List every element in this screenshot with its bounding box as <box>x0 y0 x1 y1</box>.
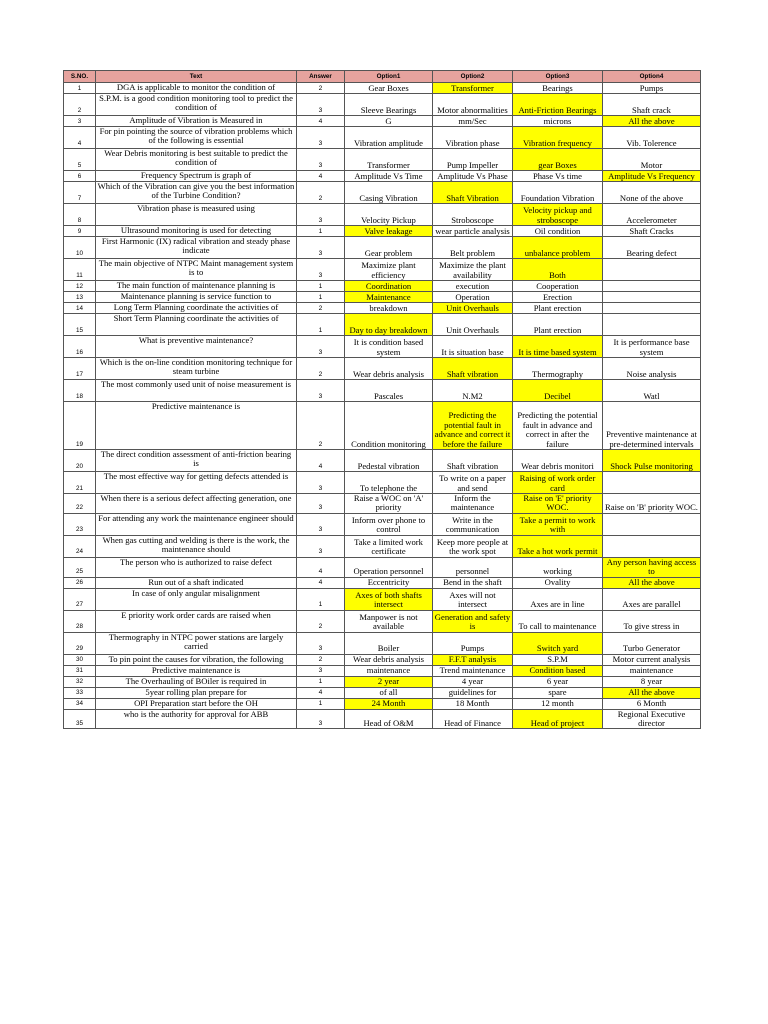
option4-cell: Any person having access to <box>603 557 701 577</box>
option4-cell <box>603 259 701 281</box>
question-text-cell: Which of the Vibration can give you the best information of the Turbine Condition? <box>96 182 297 204</box>
option2-cell: To write on a paper and send <box>433 472 513 494</box>
option4-cell: 6 Month <box>603 698 701 709</box>
option1-cell: Day to day breakdown <box>345 314 433 336</box>
option2-cell: Pumps <box>433 632 513 654</box>
question-text-cell: For pin pointing the source of vibration problems which of the following is essential <box>96 127 297 149</box>
answer-cell: 2 <box>297 83 345 94</box>
sno-cell: 17 <box>64 358 96 380</box>
sno-cell: 11 <box>64 259 96 281</box>
option1-cell: Transformer <box>345 149 433 171</box>
option2-cell: 18 Month <box>433 698 513 709</box>
option3-cell: Vibration frequency <box>513 127 603 149</box>
header-option3: Option3 <box>513 71 603 83</box>
option3-cell: Foundation Vibration <box>513 182 603 204</box>
option2-cell: Write in the communication <box>433 513 513 535</box>
question-text-cell: Predictive maintenance is <box>96 665 297 676</box>
answer-cell: 3 <box>297 709 345 729</box>
option2-cell: Axes will not intersect <box>433 588 513 610</box>
option1-cell: Boiler <box>345 632 433 654</box>
question-text-cell: S.P.M. is a good condition monitoring tool to predict the condition of <box>96 94 297 116</box>
option1-cell: Axes of both shafts intersect <box>345 588 433 610</box>
header-option1: Option1 <box>345 71 433 83</box>
option4-cell <box>603 281 701 292</box>
option3-cell: 12 month <box>513 698 603 709</box>
answer-cell: 2 <box>297 303 345 314</box>
sno-cell: 21 <box>64 472 96 494</box>
sno-cell: 13 <box>64 292 96 303</box>
question-table <box>63 70 701 729</box>
option2-cell: Vibration phase <box>433 127 513 149</box>
question-text-cell: The direct condition assessment of anti-friction bearing is <box>96 450 297 472</box>
option2-cell: personnel <box>433 557 513 577</box>
answer-cell: 3 <box>297 149 345 171</box>
option3-cell: Axes are in line <box>513 588 603 610</box>
option1-cell: Pascales <box>345 380 433 402</box>
table-row <box>64 237 701 259</box>
option4-cell: To give stress in <box>603 610 701 632</box>
option1-cell: Wear debris analysis <box>345 358 433 380</box>
answer-cell: 1 <box>297 281 345 292</box>
sno-cell: 23 <box>64 513 96 535</box>
option2-cell: Transformer <box>433 83 513 94</box>
option4-cell: Pumps <box>603 83 701 94</box>
option1-cell: Eccentricity <box>345 577 433 588</box>
option2-cell: Shaft Vibration <box>433 182 513 204</box>
option2-cell: Predicting the potential fault in advance and correct it before the failure <box>433 402 513 450</box>
sno-cell: 34 <box>64 698 96 709</box>
option2-cell: 4 year <box>433 676 513 687</box>
question-text-cell: Long Term Planning coordinate the activities of <box>96 303 297 314</box>
option1-cell: Velocity Pickup <box>345 204 433 226</box>
option2-cell: Stroboscope <box>433 204 513 226</box>
option3-cell: Plant erection <box>513 314 603 336</box>
sno-cell: 27 <box>64 588 96 610</box>
answer-cell: 3 <box>297 94 345 116</box>
option1-cell: It is condition based system <box>345 336 433 358</box>
table-row <box>64 127 701 149</box>
answer-cell: 1 <box>297 226 345 237</box>
option1-cell: Wear debris analysis <box>345 654 433 665</box>
question-text-cell: When there is a serious defect affecting generation, one <box>96 494 297 514</box>
option1-cell: Manpower is not available <box>345 610 433 632</box>
table-row <box>64 709 701 729</box>
answer-cell: 3 <box>297 259 345 281</box>
option4-cell: Raise on 'B' priority WOC. <box>603 494 701 514</box>
header-option4: Option4 <box>603 71 701 83</box>
option3-cell: Decibel <box>513 380 603 402</box>
question-text-cell: Run out of a shaft indicated <box>96 577 297 588</box>
table-row <box>64 588 701 610</box>
answer-cell: 3 <box>297 535 345 557</box>
table-row <box>64 226 701 237</box>
option2-cell: Pump Impeller <box>433 149 513 171</box>
sno-cell: 15 <box>64 314 96 336</box>
option4-cell: Bearing defect <box>603 237 701 259</box>
option1-cell: breakdown <box>345 303 433 314</box>
option3-cell: To call to maintenance <box>513 610 603 632</box>
option3-cell: Erection <box>513 292 603 303</box>
option4-cell <box>603 303 701 314</box>
option1-cell: of all <box>345 687 433 698</box>
question-text-cell: Amplitude of Vibration is Measured in <box>96 116 297 127</box>
option2-cell: Generation and safety is <box>433 610 513 632</box>
option1-cell: Coordination <box>345 281 433 292</box>
table-row <box>64 358 701 380</box>
answer-cell: 3 <box>297 204 345 226</box>
table-row <box>64 450 701 472</box>
sno-cell: 3 <box>64 116 96 127</box>
option1-cell: Condition monitoring <box>345 402 433 450</box>
question-text-cell: who is the authority for approval for ABB <box>96 709 297 729</box>
sno-cell: 19 <box>64 402 96 450</box>
table-row <box>64 513 701 535</box>
option1-cell: maintenance <box>345 665 433 676</box>
question-text-cell: The most effective way for getting defects attended is <box>96 472 297 494</box>
answer-cell: 3 <box>297 336 345 358</box>
sno-cell: 16 <box>64 336 96 358</box>
answer-cell: 2 <box>297 358 345 380</box>
answer-cell: 4 <box>297 171 345 182</box>
option4-cell: Turbo Generator <box>603 632 701 654</box>
sno-cell: 30 <box>64 654 96 665</box>
sno-cell: 12 <box>64 281 96 292</box>
table-row <box>64 402 701 450</box>
option4-cell: Noise analysis <box>603 358 701 380</box>
question-text-cell: Frequency Spectrum is graph of <box>96 171 297 182</box>
table-row <box>64 182 701 204</box>
option4-cell: Shock Pulse monitoring <box>603 450 701 472</box>
option2-cell: Keep more people at the work spot <box>433 535 513 557</box>
option1-cell: 2 year <box>345 676 433 687</box>
option3-cell: unbalance problem <box>513 237 603 259</box>
option1-cell: Maximize plant efficiency <box>345 259 433 281</box>
option2-cell: Bend in the shaft <box>433 577 513 588</box>
option4-cell: It is performance base system <box>603 336 701 358</box>
option1-cell: Valve leakage <box>345 226 433 237</box>
option2-cell: It is situation base <box>433 336 513 358</box>
option4-cell: Motor <box>603 149 701 171</box>
option4-cell: Vib. Tolerence <box>603 127 701 149</box>
answer-cell: 2 <box>297 402 345 450</box>
table-row <box>64 494 701 514</box>
table-row <box>64 535 701 557</box>
option2-cell: guidelines for <box>433 687 513 698</box>
question-sheet <box>63 70 700 729</box>
table-body <box>64 83 701 729</box>
sno-cell: 9 <box>64 226 96 237</box>
option1-cell: Inform over phone to control <box>345 513 433 535</box>
option3-cell: Condition based <box>513 665 603 676</box>
option4-cell <box>603 513 701 535</box>
answer-cell: 3 <box>297 494 345 514</box>
option4-cell: Shaft crack <box>603 94 701 116</box>
question-text-cell: To pin point the causes for vibration, the following <box>96 654 297 665</box>
option3-cell: Bearings <box>513 83 603 94</box>
table-row <box>64 676 701 687</box>
answer-cell: 4 <box>297 116 345 127</box>
table-row <box>64 610 701 632</box>
option2-cell: Shaft vibration <box>433 450 513 472</box>
option2-cell: N.M2 <box>433 380 513 402</box>
table-row <box>64 259 701 281</box>
table-row <box>64 632 701 654</box>
option3-cell: Oil condition <box>513 226 603 237</box>
question-text-cell: First Harmonic (IX) radical vibration and steady phase indicate <box>96 237 297 259</box>
table-row <box>64 472 701 494</box>
sno-cell: 18 <box>64 380 96 402</box>
option3-cell: It is time based system <box>513 336 603 358</box>
option1-cell: Operation personnel <box>345 557 433 577</box>
option4-cell: Preventive maintenance at pre-determined intervals <box>603 402 701 450</box>
option4-cell: None of the above <box>603 182 701 204</box>
question-text-cell: In case of only angular misalignment <box>96 588 297 610</box>
option1-cell: Head of O&M <box>345 709 433 729</box>
sno-cell: 6 <box>64 171 96 182</box>
question-text-cell: For attending any work the maintenance engineer should <box>96 513 297 535</box>
sno-cell: 31 <box>64 665 96 676</box>
sno-cell: 32 <box>64 676 96 687</box>
option1-cell: Maintenance <box>345 292 433 303</box>
option1-cell: Vibration amplitude <box>345 127 433 149</box>
option1-cell: Gear problem <box>345 237 433 259</box>
option4-cell: Axes are parallel <box>603 588 701 610</box>
option2-cell: Shaft vibration <box>433 358 513 380</box>
question-text-cell: OPI Preparation start before the OH <box>96 698 297 709</box>
answer-cell: 2 <box>297 182 345 204</box>
option4-cell: Shaft Cracks <box>603 226 701 237</box>
option4-cell: All the above <box>603 687 701 698</box>
option1-cell: Casing Vibration <box>345 182 433 204</box>
question-text-cell: Predictive maintenance is <box>96 402 297 450</box>
sno-cell: 14 <box>64 303 96 314</box>
option1-cell: To telephone the <box>345 472 433 494</box>
table-row <box>64 687 701 698</box>
table-row <box>64 577 701 588</box>
table-row <box>64 94 701 116</box>
option2-cell: Maximize the plant availability <box>433 259 513 281</box>
table-row <box>64 698 701 709</box>
table-row <box>64 303 701 314</box>
question-text-cell: E priority work order cards are raised when <box>96 610 297 632</box>
option4-cell: All the above <box>603 116 701 127</box>
sno-cell: 24 <box>64 535 96 557</box>
option1-cell: 24 Month <box>345 698 433 709</box>
answer-cell: 4 <box>297 557 345 577</box>
option4-cell: All the above <box>603 577 701 588</box>
question-text-cell: Short Term Planning coordinate the activities of <box>96 314 297 336</box>
option4-cell: Accelerometer <box>603 204 701 226</box>
header-row <box>64 71 701 83</box>
question-text-cell: Maintenance planning is service function to <box>96 292 297 303</box>
option2-cell: F.F.T analysis <box>433 654 513 665</box>
option2-cell: Inform the maintenance <box>433 494 513 514</box>
table-row <box>64 292 701 303</box>
table-row <box>64 116 701 127</box>
question-text-cell: When gas cutting and welding is there is the work, the maintenance should <box>96 535 297 557</box>
answer-cell: 3 <box>297 632 345 654</box>
table-row <box>64 149 701 171</box>
option2-cell: Motor abnormalities <box>433 94 513 116</box>
table-row <box>64 83 701 94</box>
option4-cell <box>603 472 701 494</box>
option3-cell: microns <box>513 116 603 127</box>
option2-cell: execution <box>433 281 513 292</box>
answer-cell: 3 <box>297 380 345 402</box>
sno-cell: 22 <box>64 494 96 514</box>
option4-cell <box>603 314 701 336</box>
option4-cell <box>603 292 701 303</box>
option1-cell: Raise a WOC on 'A' priority <box>345 494 433 514</box>
option3-cell: Both <box>513 259 603 281</box>
option2-cell: Unit Overhauls <box>433 303 513 314</box>
answer-cell: 4 <box>297 687 345 698</box>
table-row <box>64 171 701 182</box>
answer-cell: 1 <box>297 698 345 709</box>
option4-cell: Amplitude Vs Frequency <box>603 171 701 182</box>
answer-cell: 2 <box>297 610 345 632</box>
question-text-cell: DGA is applicable to monitor the condition of <box>96 83 297 94</box>
table-row <box>64 281 701 292</box>
option3-cell: Predicting the potential fault in advance and correct in after the failure <box>513 402 603 450</box>
answer-cell: 1 <box>297 314 345 336</box>
option3-cell: 6 year <box>513 676 603 687</box>
option2-cell: Belt problem <box>433 237 513 259</box>
header-option2: Option2 <box>433 71 513 83</box>
question-text-cell: What is preventive maintenance? <box>96 336 297 358</box>
sno-cell: 7 <box>64 182 96 204</box>
option4-cell: Regional Executive director <box>603 709 701 729</box>
option2-cell: Head of Finance <box>433 709 513 729</box>
option3-cell: Plant erection <box>513 303 603 314</box>
sno-cell: 26 <box>64 577 96 588</box>
sno-cell: 33 <box>64 687 96 698</box>
sno-cell: 25 <box>64 557 96 577</box>
option3-cell: Switch yard <box>513 632 603 654</box>
option4-cell: Watl <box>603 380 701 402</box>
option1-cell: Sleeve Bearings <box>345 94 433 116</box>
question-text-cell: Thermography in NTPC power stations are largely carried <box>96 632 297 654</box>
option2-cell: Amplitude Vs Phase <box>433 171 513 182</box>
sno-cell: 1 <box>64 83 96 94</box>
option3-cell: Wear debris monitori <box>513 450 603 472</box>
sno-cell: 10 <box>64 237 96 259</box>
answer-cell: 1 <box>297 588 345 610</box>
option4-cell: 8 year <box>603 676 701 687</box>
question-text-cell: Which is the on-line condition monitoring technique for steam turbine <box>96 358 297 380</box>
header-sno: S.NO. <box>64 71 96 83</box>
option3-cell: Thermography <box>513 358 603 380</box>
sno-cell: 29 <box>64 632 96 654</box>
sno-cell: 4 <box>64 127 96 149</box>
option3-cell: Take a hot work permit <box>513 535 603 557</box>
table-row <box>64 204 701 226</box>
option4-cell: maintenance <box>603 665 701 676</box>
header-text: Text <box>96 71 297 83</box>
table-row <box>64 380 701 402</box>
question-text-cell: 5year rolling plan prepare for <box>96 687 297 698</box>
answer-cell: 3 <box>297 665 345 676</box>
question-text-cell: The person who is authorized to raise defect <box>96 557 297 577</box>
table-row <box>64 654 701 665</box>
option3-cell: Ovality <box>513 577 603 588</box>
answer-cell: 3 <box>297 472 345 494</box>
option4-cell <box>603 535 701 557</box>
option3-cell: Anti-Friction Bearings <box>513 94 603 116</box>
answer-cell: 3 <box>297 127 345 149</box>
option3-cell: Raise on 'E' priority WOC. <box>513 494 603 514</box>
table-row <box>64 557 701 577</box>
answer-cell: 2 <box>297 654 345 665</box>
option3-cell: S.P.M <box>513 654 603 665</box>
answer-cell: 1 <box>297 292 345 303</box>
sno-cell: 35 <box>64 709 96 729</box>
option3-cell: Velocity pickup and stroboscope <box>513 204 603 226</box>
question-text-cell: The main function of maintenance planning is <box>96 281 297 292</box>
option2-cell: Operation <box>433 292 513 303</box>
question-text-cell: The most commonly used unit of noise measurement is <box>96 380 297 402</box>
answer-cell: 3 <box>297 237 345 259</box>
question-text-cell: Wear Debris monitoring is best suitable to predict the condition of <box>96 149 297 171</box>
answer-cell: 3 <box>297 513 345 535</box>
option3-cell: Cooperation <box>513 281 603 292</box>
option3-cell: Raising of work order card <box>513 472 603 494</box>
option2-cell: mm/Sec <box>433 116 513 127</box>
sno-cell: 5 <box>64 149 96 171</box>
option3-cell: Phase Vs time <box>513 171 603 182</box>
option2-cell: Unit Overhauls <box>433 314 513 336</box>
option1-cell: Amplitude Vs Time <box>345 171 433 182</box>
option3-cell: Head of project <box>513 709 603 729</box>
question-text-cell: Ultrasound monitoring is used for detecting <box>96 226 297 237</box>
sno-cell: 8 <box>64 204 96 226</box>
option1-cell: Gear Boxes <box>345 83 433 94</box>
option2-cell: Trend maintenance <box>433 665 513 676</box>
option3-cell: spare <box>513 687 603 698</box>
option3-cell: working <box>513 557 603 577</box>
option1-cell: Take a limited work certificate <box>345 535 433 557</box>
sno-cell: 20 <box>64 450 96 472</box>
table-row <box>64 665 701 676</box>
table-row <box>64 336 701 358</box>
option4-cell: Motor current analysis <box>603 654 701 665</box>
answer-cell: 4 <box>297 450 345 472</box>
answer-cell: 4 <box>297 577 345 588</box>
header-answer: Answer <box>297 71 345 83</box>
question-text-cell: The Overhauling of BOiler is required in <box>96 676 297 687</box>
question-text-cell: Vibration phase is measured using <box>96 204 297 226</box>
option1-cell: Pedestal vibration <box>345 450 433 472</box>
option3-cell: Take a permit to work with <box>513 513 603 535</box>
sno-cell: 28 <box>64 610 96 632</box>
question-text-cell: The main objective of NTPC Maint management system is to <box>96 259 297 281</box>
option3-cell: gear Boxes <box>513 149 603 171</box>
table-row <box>64 314 701 336</box>
option1-cell: G <box>345 116 433 127</box>
option2-cell: wear particle analysis <box>433 226 513 237</box>
answer-cell: 1 <box>297 676 345 687</box>
sno-cell: 2 <box>64 94 96 116</box>
